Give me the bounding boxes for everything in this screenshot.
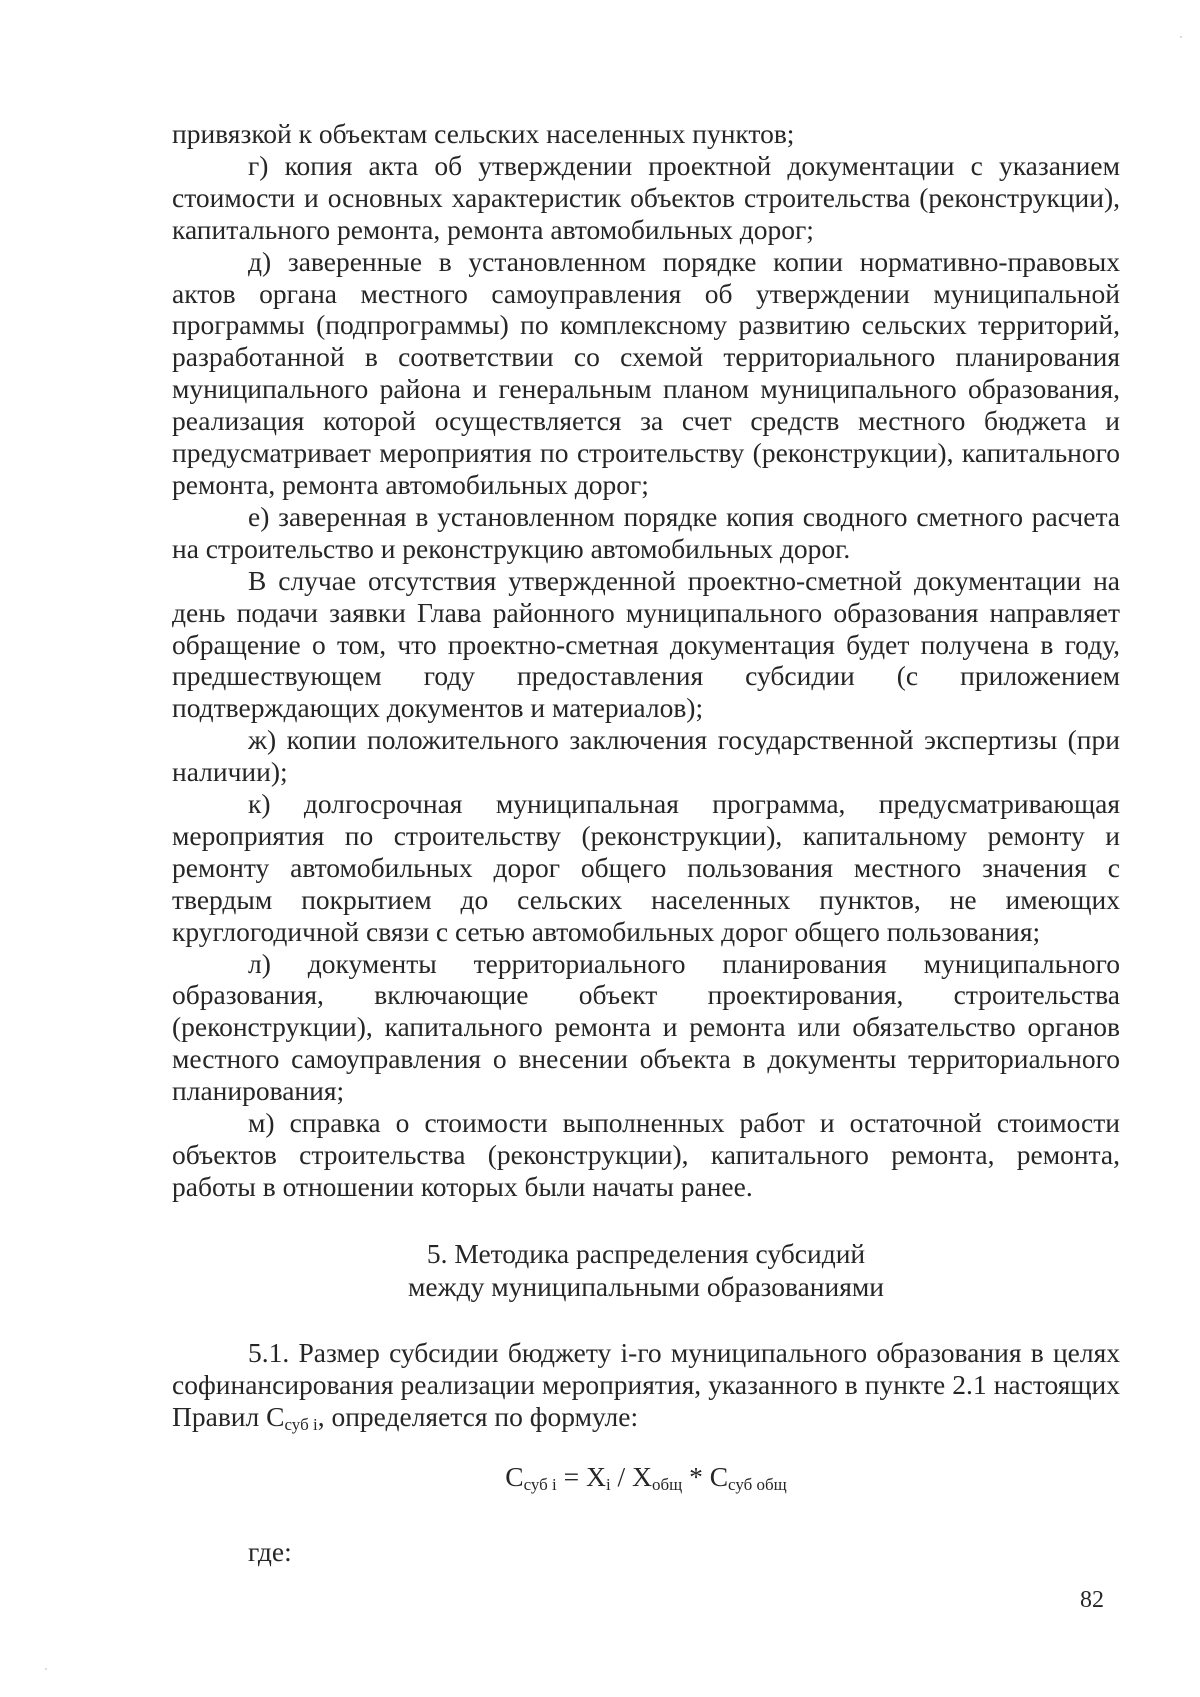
clause-5-1-subscript: суб i bbox=[284, 1414, 318, 1434]
where-label: где: bbox=[248, 1535, 292, 1567]
clause-5-1-text-end: , определяется по формуле: bbox=[317, 1400, 639, 1432]
paragraph-item-l: л) документы территориального планирования муниципального образования, включающие объект проектирования, строительства (реконструкции), капитального ремонта и ремонта или обязательство органов местного самоуправления о внесении объекта в документы территориального планирования; bbox=[172, 947, 1120, 1107]
section-heading-line-2: между муниципальными образованиями bbox=[407, 1270, 885, 1302]
paragraph-absence-note: В случае отсутствия утвержденной проектно-сметной документации на день подачи заявки Глава районного муниципального образования направляет обращение о том, что проектно-сметная документация будет получена в году, предшествующем году предоставления субсидии (с приложением подтверждающих документов и материалов); bbox=[172, 564, 1120, 724]
formula-sub: i bbox=[605, 1474, 611, 1494]
section-heading bbox=[172, 1237, 1120, 1303]
clause-5-1 bbox=[172, 1337, 1120, 1433]
paragraph-item-k: к) долгосрочная муниципальная программа, предусматривающая мероприятия по строительству (реконструкции), капитальному ремонту и ремонту автомобильных дорог общего пользования местного значения с твердым покрытием до сельских населенных пунктов, не имеющих круглогодичной связи с сетью автомобильных дорог общего пользования; bbox=[172, 788, 1120, 947]
formula-sub: суб i bbox=[523, 1474, 557, 1494]
paragraph-item-m: м) справка о стоимости выполненных работ и остаточной стоимости объектов строительства (реконструкции), капитального ремонта, ремонта, работы в отношении которых были начаты ранее. bbox=[172, 1107, 1120, 1202]
formula-sub: общ bbox=[651, 1474, 683, 1494]
formula-x-total: X bbox=[632, 1460, 652, 1492]
section-heading-line-1: 5. Методика распределения субсидий bbox=[426, 1237, 866, 1269]
scan-speck bbox=[45, 1668, 47, 1670]
scan-speck bbox=[1180, 36, 1182, 38]
formula-multiply: * bbox=[682, 1460, 710, 1492]
paragraph-item-e: е) заверенная в установленном порядке копия сводного сметного расчета на строительство и реконструкцию автомобильных дорог. bbox=[172, 500, 1120, 564]
paragraph-item-zh: ж) копии положительного заключения государственной экспертизы (при наличии); bbox=[172, 724, 1120, 788]
paragraph-item-d: д) заверенные в установленном порядке копии нормативно-правовых актов органа местного самоуправления об утверждении муниципальной программы (подпрограммы) по комплексному развитию сельских территорий, разработанной в соответствии со схемой территориального планирования муниципального района и генеральным планом муниципального образования, реализация которой осуществляется за счет средств местного бюджета и предусматривает мероприятия по строительству (реконструкции), капитального ремонта, ремонта автомобильных дорог; bbox=[172, 245, 1120, 500]
paragraph: привязкой к объектам сельских населенных пунктов; bbox=[172, 118, 795, 149]
clause-5-1-text: 5.1. Размер субсидии бюджету i-го муниципального образования в целях софинансирования реализации мероприятия, указанного в пункте 2.1 настоящих Правил С bbox=[172, 1336, 1120, 1432]
formula-equals: = bbox=[556, 1460, 587, 1492]
formula-c-sub-i: С bbox=[505, 1460, 524, 1492]
formula bbox=[172, 1460, 1120, 1494]
formula-c-total: С bbox=[709, 1460, 729, 1492]
formula-sub: суб общ bbox=[728, 1474, 787, 1494]
page-number: 82 bbox=[1080, 1587, 1104, 1613]
formula-divide: / bbox=[610, 1460, 633, 1492]
paragraph-item-g: г) копия акта об утверждении проектной документации с указанием стоимости и основных характеристик объектов строительства (реконструкции), капитального ремонта, ремонта автомобильных дорог; bbox=[172, 149, 1120, 245]
formula-x-i: X bbox=[586, 1460, 606, 1492]
document-body bbox=[172, 118, 1120, 1567]
